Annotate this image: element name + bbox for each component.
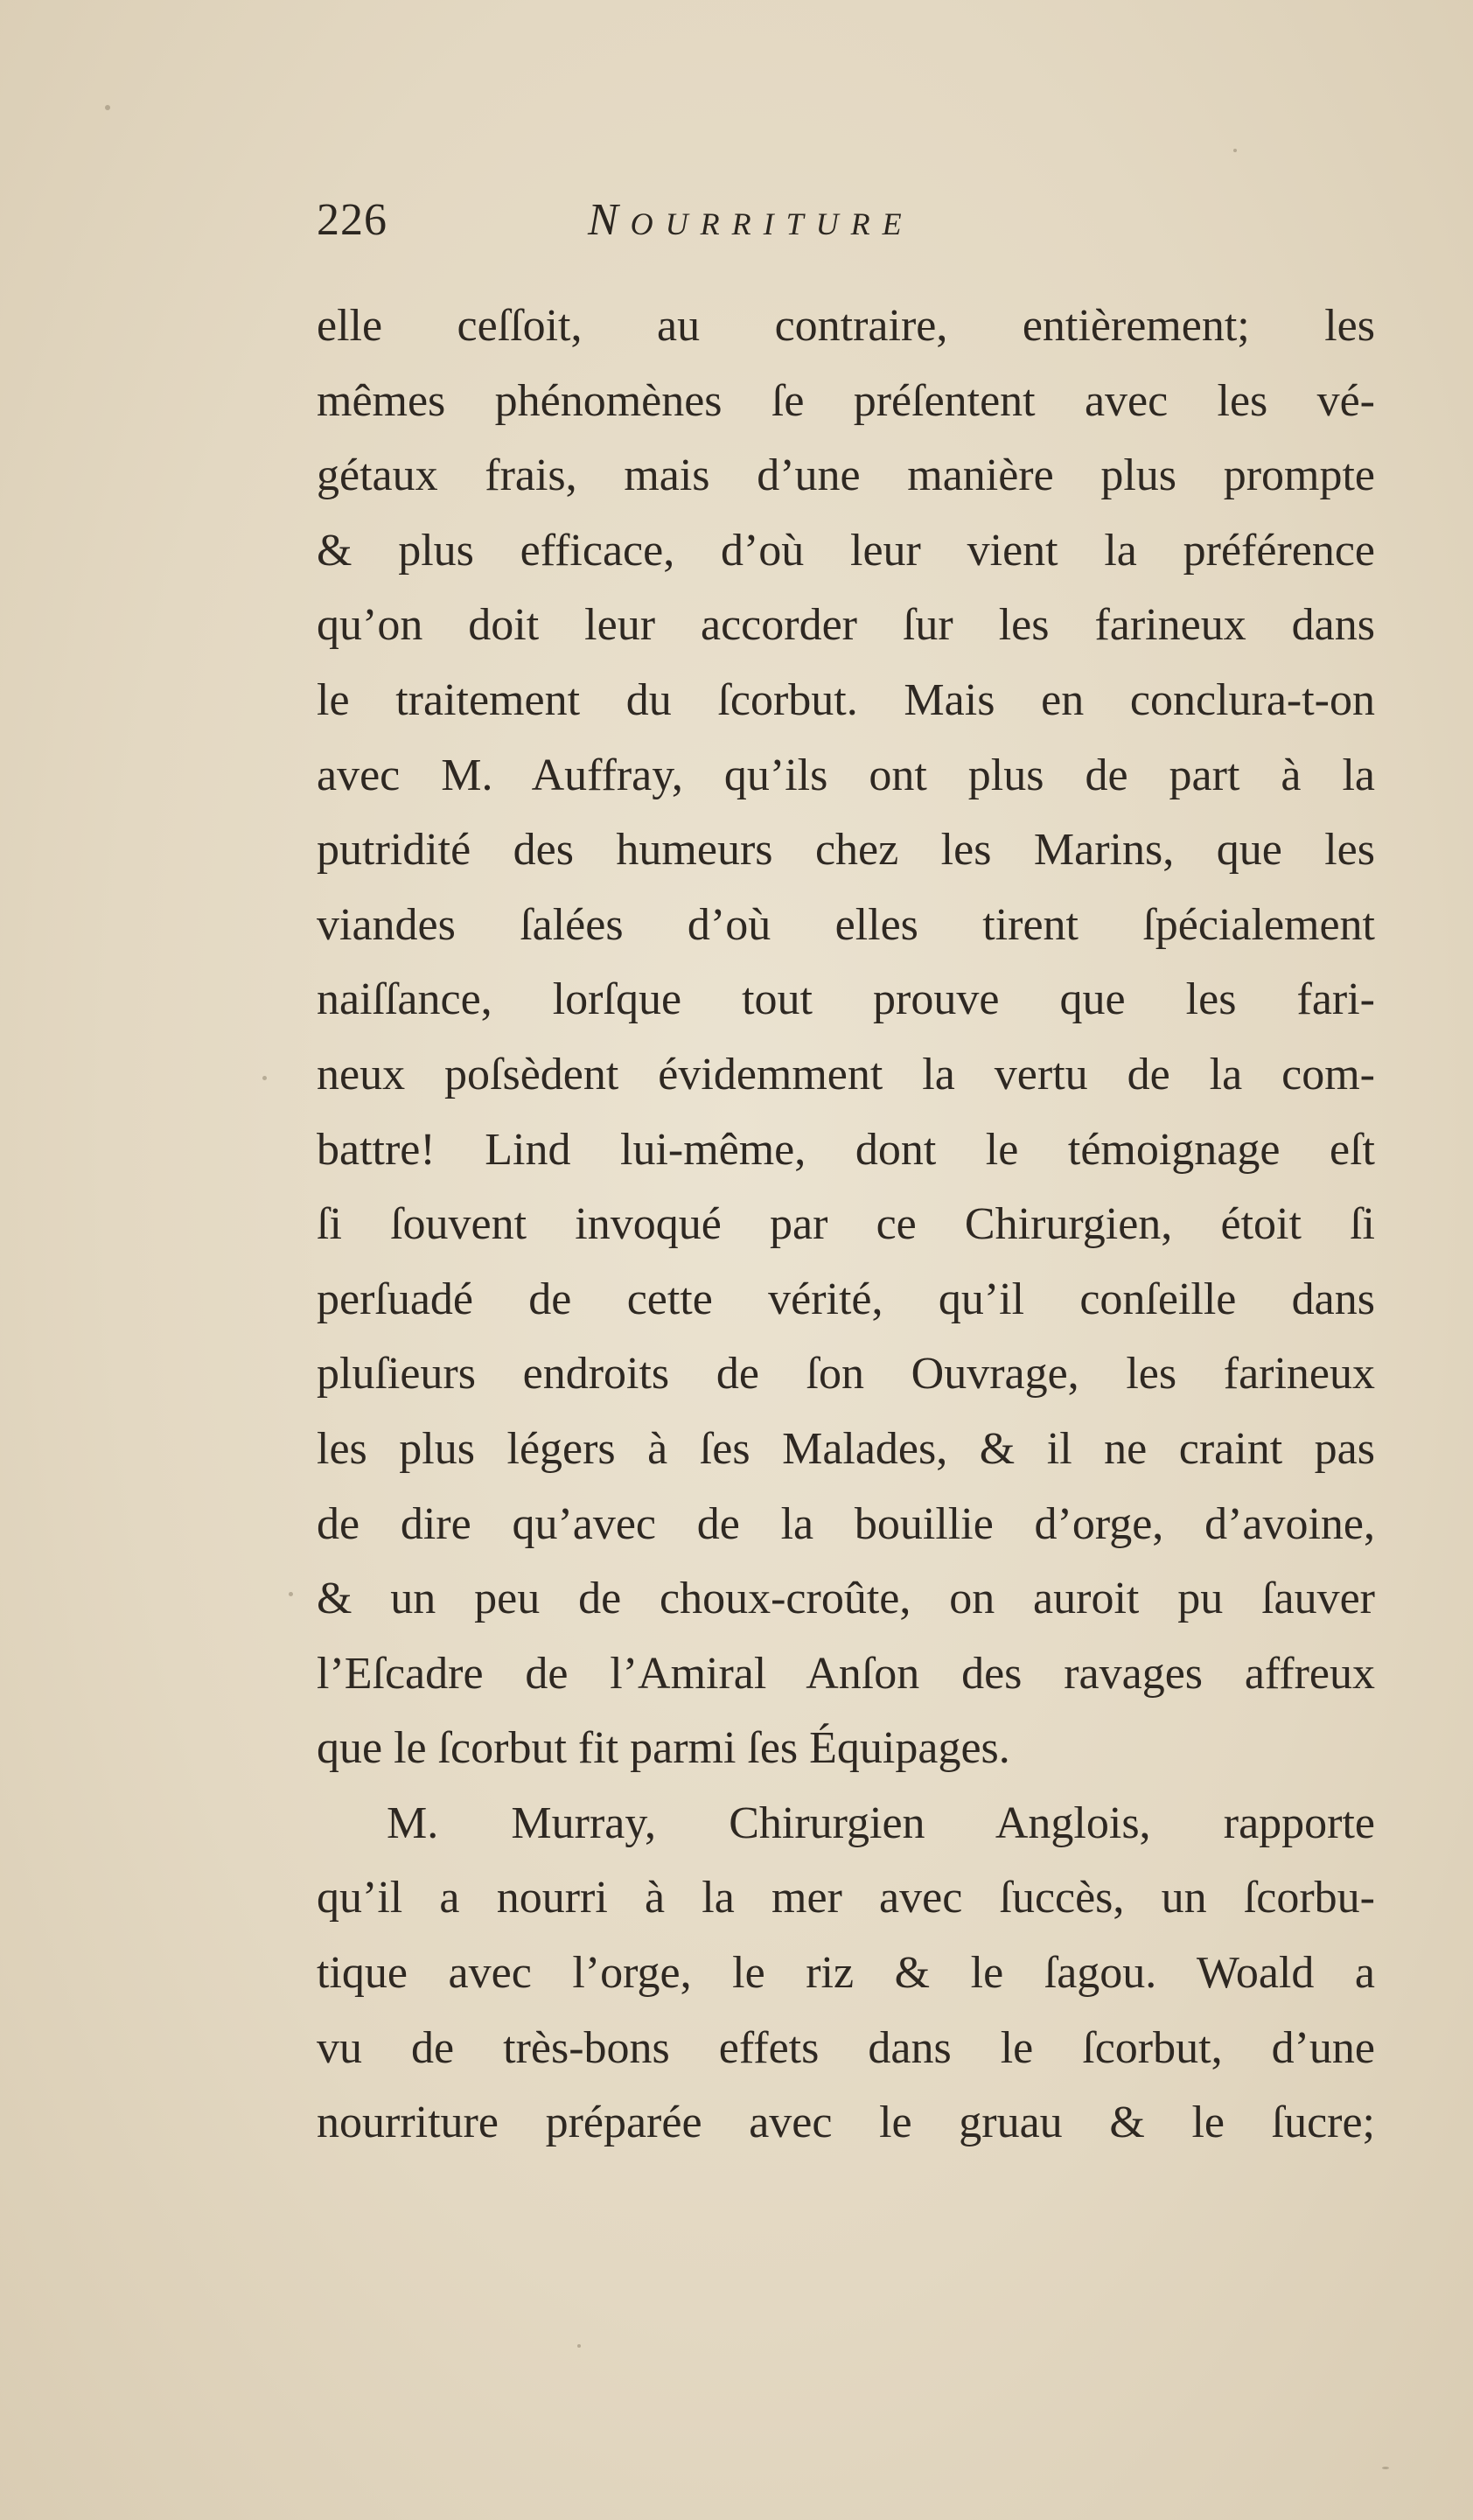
paper-speck (289, 1592, 293, 1596)
text-line: viandes ſalées d’où elles tirent ſpécialement (317, 899, 1375, 950)
text-line: qu’il a nourri à la mer avec ſuccès, un ſcorbu- (317, 1873, 1375, 1923)
paper-speck (262, 1076, 267, 1080)
text-line: mêmes phénomènes ſe préſentent avec les vé- (317, 375, 1375, 426)
text-line: naiſſance, lorſque tout prouve que les fari- (317, 974, 1375, 1025)
body-text (317, 289, 1375, 2160)
text-line: nourriture préparée avec le gruau & le ſucre; (317, 2098, 1375, 2148)
text-line: pluſieurs endroits de ſon Ouvrage, les farineux (317, 1349, 1375, 1400)
text-line: qu’on doit leur accorder ſur les farineux dans (317, 600, 1375, 651)
running-title: Nourriture (588, 195, 914, 245)
text-line: putridité des humeurs chez les Marins, que les (317, 825, 1375, 876)
text-line: battre! Lind lui-même, dont le témoignage eſt (317, 1124, 1375, 1175)
text-line: perſuadé de cette vérité, qu’il conſeille dans (317, 1274, 1375, 1324)
paper-speck (105, 105, 110, 110)
text-line: vu de très-bons effets dans le ſcorbut, d’une (317, 2022, 1375, 2073)
text-line: tique avec l’orge, le riz & le ſagou. Woald a (317, 1948, 1375, 1999)
text-line: elle ceſſoit, au contraire, entièrement; les (317, 301, 1375, 351)
text-line: le traitement du ſcorbut. Mais en conclura-t-on (317, 674, 1375, 725)
paper-speck (1382, 2467, 1389, 2469)
text-line: neux poſsèdent évidemment la vertu de la com- (317, 1049, 1375, 1099)
text-line: ſi ſouvent invoqué par ce Chirurgien, étoit ſi (317, 1199, 1375, 1250)
text-line: que le ſcorbut fit parmi ſes Équipages. (317, 1723, 1010, 1774)
text-line: l’Eſcadre de l’Amiral Anſon des ravages affreux (317, 1648, 1375, 1699)
page-header (317, 194, 1375, 255)
text-line: & plus efficace, d’où leur vient la préférence (317, 525, 1375, 576)
text-line: & un peu de choux-croûte, on auroit pu ſauver (317, 1574, 1375, 1624)
text-line: M. Murray, Chirurgien Anglois, rapporte (387, 1798, 1375, 1848)
text-line: gétaux frais, mais d’une manière plus prompte (317, 450, 1375, 501)
paper-speck (577, 2344, 581, 2348)
text-line: de dire qu’avec de la bouillie d’orge, d’avoine, (317, 1498, 1375, 1549)
page-number: 226 (317, 195, 387, 245)
text-line: les plus légers à ſes Malades, & il ne craint pas (317, 1423, 1375, 1474)
text-line: avec M. Auffray, qu’ils ont plus de part à la (317, 750, 1375, 800)
paper-speck (1233, 149, 1237, 152)
